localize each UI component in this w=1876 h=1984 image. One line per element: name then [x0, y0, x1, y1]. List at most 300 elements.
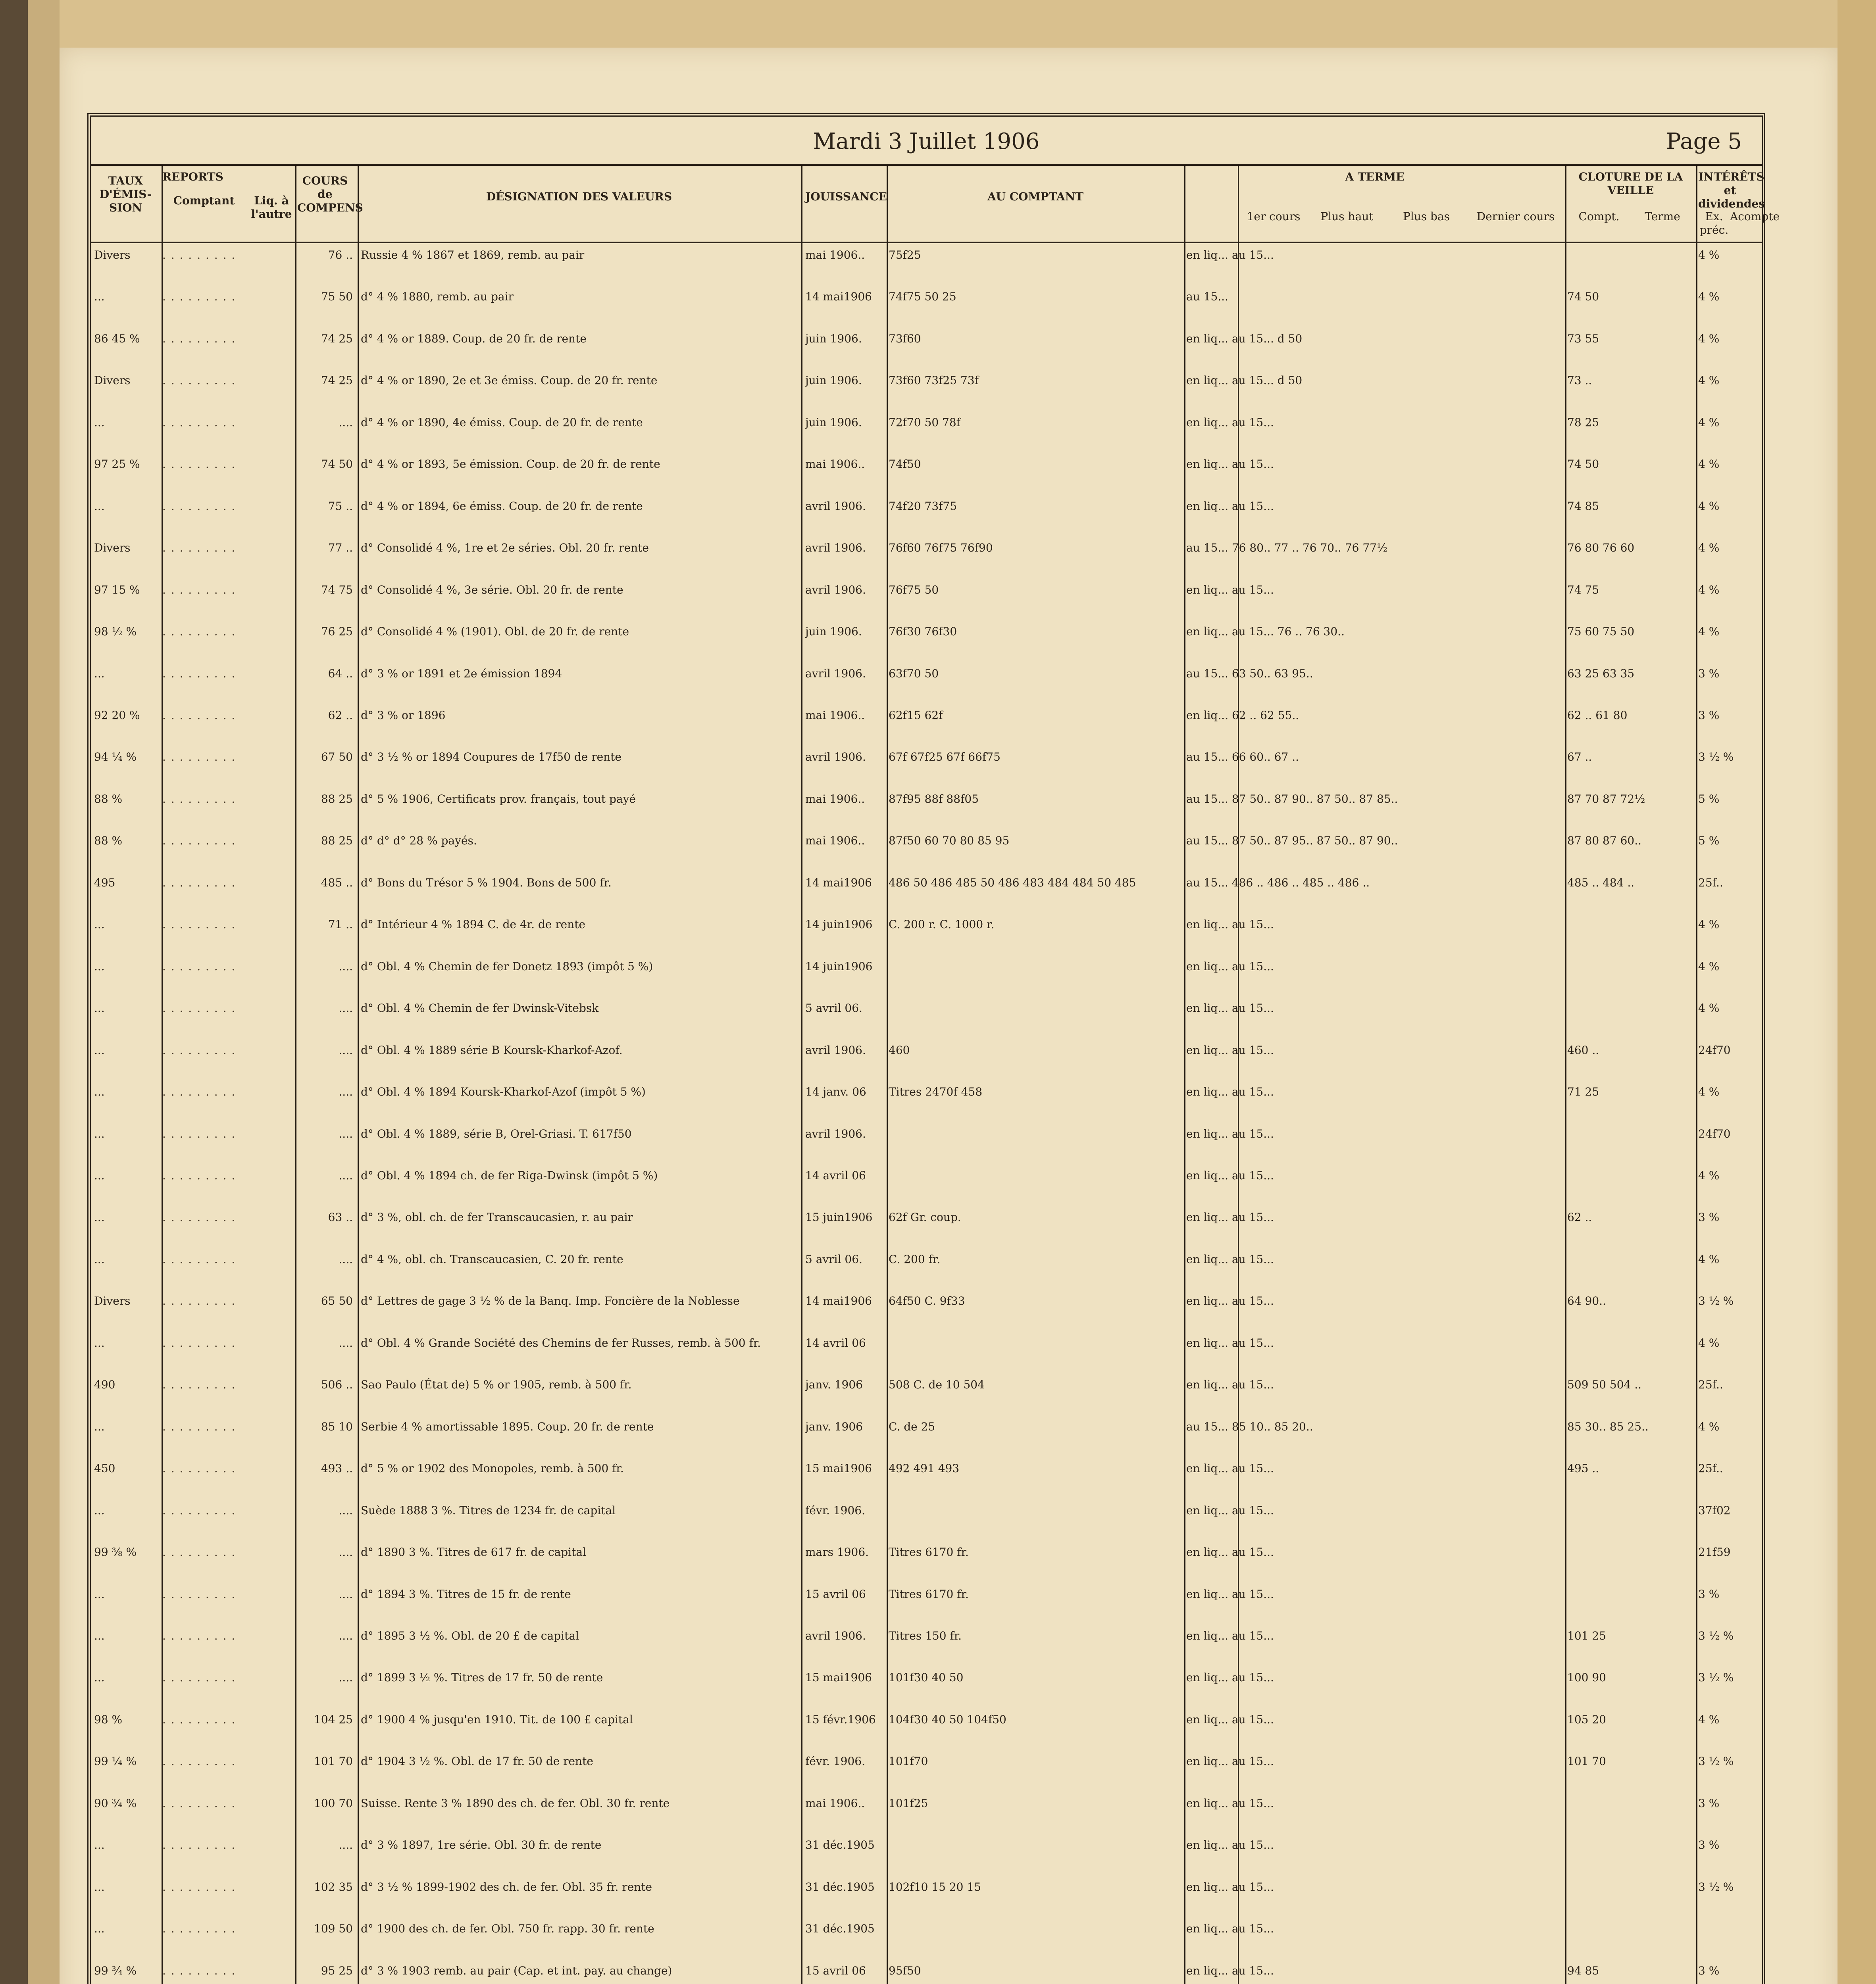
cell-taux: ...	[94, 1587, 105, 1601]
table-row	[91, 997, 1762, 1021]
cell-comp: 73f60	[889, 332, 921, 345]
cell-jouis: févr. 1906.	[805, 1503, 866, 1517]
cell-cours: 493 ..	[321, 1462, 353, 1475]
cell-reports-dots: . . . . . . . . .	[162, 959, 236, 973]
table-row	[91, 1457, 1762, 1482]
cell-reports-dots: . . . . . . . . .	[162, 415, 236, 429]
cell-taux: 450	[94, 1462, 115, 1475]
cell-comp: 67f 67f25 67f 66f75	[889, 750, 1001, 764]
cell-int: 25f..	[1698, 1378, 1723, 1392]
cell-int: 4 %	[1698, 332, 1720, 345]
cell-clot: 495 ..	[1567, 1462, 1599, 1475]
table-row	[91, 1583, 1762, 1607]
cell-reports-dots: . . . . . . . . .	[162, 876, 236, 889]
cell-comp: 63f70 50	[889, 667, 939, 680]
page-number: Page 5	[1666, 129, 1742, 154]
cell-desig: d° Obl. 4 % 1894 Koursk-Kharkof-Azof (impôt 5 %)	[361, 1085, 646, 1099]
cell-comp: C. 200 fr.	[889, 1252, 941, 1266]
col-premier-cours: 1er cours	[1247, 210, 1301, 223]
cell-reports-dots: . . . . . . . . .	[162, 1294, 236, 1308]
cell-jouis: 5 avril 06.	[805, 1252, 862, 1266]
cell-reports-dots: . . . . . . . . .	[162, 918, 236, 931]
cell-int: 4 %	[1698, 918, 1720, 931]
cell-terme: en liq... 62 .. 62 55..	[1186, 709, 1299, 722]
cell-jouis: 14 mai1906	[805, 1294, 872, 1308]
cell-reports-dots: . . . . . . . . .	[162, 1169, 236, 1182]
table-row	[91, 1332, 1762, 1356]
table-row	[91, 1666, 1762, 1691]
cell-reports-dots: . . . . . . . . .	[162, 1880, 236, 1894]
cell-int: 3 ½ %	[1698, 1671, 1734, 1684]
cell-comp: 101f30 40 50	[889, 1671, 964, 1684]
cell-clot: 75 60 75 50	[1567, 625, 1635, 638]
cell-int: 3 ½ %	[1698, 1294, 1734, 1308]
cell-cours: ....	[339, 1671, 353, 1684]
col-interets: INTÉRÊTS et dividendes	[1698, 170, 1765, 210]
cell-terme: au 15... 63 50.. 63 95..	[1186, 667, 1313, 680]
table-row	[91, 1373, 1762, 1398]
col-reports: REPORTS	[162, 170, 223, 183]
cell-terme: au 15...	[1186, 290, 1228, 304]
cell-terme: en liq... au 15...	[1186, 1127, 1274, 1140]
cell-desig: d° 3 % 1897, 1re série. Obl. 30 fr. de rente	[361, 1838, 602, 1852]
cell-taux: ...	[94, 1169, 105, 1182]
cell-cours: 109 50	[314, 1922, 353, 1936]
cell-jouis: 14 juin1906	[805, 918, 873, 931]
table-row	[91, 1708, 1762, 1733]
cell-terme: en liq... au 15...	[1186, 1796, 1274, 1810]
cell-cours: 88 25	[321, 834, 353, 848]
cell-int: 4 %	[1698, 499, 1720, 513]
cell-taux: ...	[94, 1420, 105, 1433]
cell-taux: 88 %	[94, 834, 123, 848]
cell-taux: 99 ¼ %	[94, 1755, 137, 1768]
cell-comp: 72f70 50 78f	[889, 415, 961, 429]
cell-terme: en liq... au 15...	[1186, 248, 1274, 261]
cell-jouis: avril 1906.	[805, 1043, 866, 1057]
cell-taux: Divers	[94, 541, 131, 555]
cell-cours: 104 25	[314, 1713, 353, 1726]
cell-int: 3 %	[1698, 1838, 1720, 1852]
cell-comp: 460	[889, 1043, 910, 1057]
cell-desig: d° Consolidé 4 %, 3e série. Obl. 20 fr. de rente	[361, 583, 623, 596]
cell-jouis: févr. 1906.	[805, 1755, 866, 1768]
cell-terme: en liq... au 15...	[1186, 1546, 1274, 1559]
cell-reports-dots: . . . . . . . . .	[162, 1964, 236, 1977]
cell-reports-dots: . . . . . . . . .	[162, 1796, 236, 1810]
col-cloture: CLOTURE DE LA VEILLE	[1578, 170, 1683, 197]
cell-terme: en liq... au 15...	[1186, 458, 1274, 471]
cell-reports-dots: . . . . . . . . .	[162, 290, 236, 304]
cell-clot: 78 25	[1567, 415, 1599, 429]
cell-int: 4 %	[1698, 1169, 1720, 1182]
cell-reports-dots: . . . . . . . . .	[162, 1336, 236, 1350]
cell-terme: en liq... au 15...	[1186, 583, 1274, 596]
cell-comp: C. de 25	[889, 1420, 935, 1433]
cell-taux: ...	[94, 1043, 105, 1057]
cell-terme: en liq... au 15... 76 .. 76 30..	[1186, 625, 1345, 638]
table-row	[91, 1123, 1762, 1147]
cell-jouis: mai 1906..	[805, 709, 865, 722]
cell-terme: au 15... 66 60.. 67 ..	[1186, 750, 1299, 764]
cell-jouis: janv. 1906	[805, 1420, 863, 1433]
cell-jouis: mai 1906..	[805, 248, 865, 261]
cell-int: 4 %	[1698, 1420, 1720, 1433]
cell-terme: en liq... au 15...	[1186, 1671, 1274, 1684]
table-row	[91, 913, 1762, 938]
cell-terme: en liq... au 15... d 50	[1186, 374, 1303, 387]
cell-comp: Titres 2470f 458	[889, 1085, 983, 1099]
cell-comp: 73f60 73f25 73f	[889, 374, 979, 387]
cell-cours: 74 25	[321, 332, 353, 345]
cell-desig: d° Obl. 4 % Grande Société des Chemins de fer Russes, remb. à 500 fr.	[361, 1336, 761, 1350]
cell-clot: 101 25	[1567, 1629, 1606, 1642]
cell-jouis: 14 mai1906	[805, 290, 872, 304]
cell-reports-dots: . . . . . . . . .	[162, 499, 236, 513]
cell-int: 4 %	[1698, 959, 1720, 973]
cell-reports-dots: . . . . . . . . .	[162, 1043, 236, 1057]
table-row	[91, 1917, 1762, 1942]
cell-cours: 102 35	[314, 1880, 353, 1894]
cell-reports-dots: . . . . . . . . .	[162, 750, 236, 764]
col-dernier-cours: Dernier cours	[1476, 210, 1555, 223]
cell-taux: ...	[94, 918, 105, 931]
cell-reports-dots: . . . . . . . . .	[162, 625, 236, 638]
cell-reports-dots: . . . . . . . . .	[162, 834, 236, 848]
cell-cours: ....	[339, 1085, 353, 1099]
cell-comp: 64f50 C. 9f33	[889, 1294, 965, 1308]
cell-cours: 63 ..	[328, 1211, 353, 1224]
cell-clot: 87 70 87 72½	[1567, 792, 1645, 806]
cell-jouis: avril 1906.	[805, 1629, 866, 1642]
cell-int: 25f..	[1698, 876, 1723, 889]
cell-reports-dots: . . . . . . . . .	[162, 1546, 236, 1559]
cell-clot: 460 ..	[1567, 1043, 1599, 1057]
cell-int: 4 %	[1698, 1002, 1720, 1015]
cell-comp: 76f30 76f30	[889, 625, 957, 638]
cell-comp: 74f20 73f75	[889, 499, 957, 513]
cell-terme: en liq... au 15...	[1186, 1713, 1274, 1726]
cell-int: 4 %	[1698, 583, 1720, 596]
cell-desig: d° 3 ½ % or 1894 Coupures de 17f50 de rente	[361, 750, 622, 764]
col-liq: Liq. à l'autre	[251, 194, 292, 221]
cell-cours: ....	[339, 1503, 353, 1517]
cell-int: 4 %	[1698, 625, 1720, 638]
cell-jouis: 14 avril 06	[805, 1336, 866, 1350]
cell-taux: ...	[94, 667, 105, 680]
table-row	[91, 244, 1762, 268]
cell-cours: 74 75	[321, 583, 353, 596]
cell-reports-dots: . . . . . . . . .	[162, 1002, 236, 1015]
cell-clot: 74 50	[1567, 458, 1599, 471]
cell-desig: d° 4 % or 1890, 4e émiss. Coup. de 20 fr. de rente	[361, 415, 643, 429]
table-row	[91, 871, 1762, 896]
cell-terme: au 15... 87 50.. 87 90.. 87 50.. 87 85..	[1186, 792, 1398, 806]
cell-jouis: avril 1906.	[805, 541, 866, 555]
cell-desig: d° 4 % or 1894, 6e émiss. Coup. de 20 fr. de rente	[361, 499, 643, 513]
cell-terme: en liq... au 15...	[1186, 1085, 1274, 1099]
cell-cours: ....	[339, 1587, 353, 1601]
table-row	[91, 788, 1762, 812]
table-row	[91, 411, 1762, 436]
cell-terme: au 15... 76 80.. 77 .. 76 70.. 76 77½	[1186, 541, 1388, 555]
cell-taux: ...	[94, 415, 105, 429]
cell-reports-dots: . . . . . . . . .	[162, 1127, 236, 1140]
cell-reports-dots: . . . . . . . . .	[162, 667, 236, 680]
cell-comp: 101f25	[889, 1796, 928, 1810]
cell-taux: ...	[94, 1922, 105, 1936]
cell-clot: 485 .. 484 ..	[1567, 876, 1635, 889]
cell-reports-dots: . . . . . . . . .	[162, 1462, 236, 1475]
cell-terme: en liq... au 15...	[1186, 499, 1274, 513]
cell-reports-dots: . . . . . . . . .	[162, 1587, 236, 1601]
cell-taux: ...	[94, 1127, 105, 1140]
cell-reports-dots: . . . . . . . . .	[162, 1671, 236, 1684]
cell-clot: 74 75	[1567, 583, 1599, 596]
cell-desig: d° 4 % 1880, remb. au pair	[361, 290, 514, 304]
cell-int: 4 %	[1698, 290, 1720, 304]
col-terme: Terme	[1645, 210, 1680, 223]
cell-desig: d° Obl. 4 % 1889, série B, Orel-Griasi. T. 617f50	[361, 1127, 632, 1140]
cell-reports-dots: . . . . . . . . .	[162, 1713, 236, 1726]
cell-cours: 485 ..	[321, 876, 353, 889]
cell-int: 4 %	[1698, 1252, 1720, 1266]
cell-int: 4 %	[1698, 374, 1720, 387]
cell-cours: ....	[339, 1838, 353, 1852]
cell-terme: en liq... au 15...	[1186, 1922, 1274, 1936]
col-ex-prec: Ex. préc.	[1699, 210, 1729, 236]
cell-desig: d° 4 %, obl. ch. Transcaucasien, C. 20 fr. rente	[361, 1252, 623, 1266]
cell-clot: 64 90..	[1567, 1294, 1606, 1308]
cell-taux: ...	[94, 1211, 105, 1224]
column-headers	[91, 166, 1780, 243]
cell-desig: Suisse. Rente 3 % 1890 des ch. de fer. Obl. 30 fr. rente	[361, 1796, 670, 1810]
cell-taux: ...	[94, 1503, 105, 1517]
cell-taux: 92 20 %	[94, 709, 140, 722]
table-row	[91, 1080, 1762, 1105]
table-row	[91, 746, 1762, 770]
cell-jouis: 15 avril 06	[805, 1587, 866, 1601]
cell-cours: 76 ..	[328, 248, 353, 261]
cell-terme: en liq... au 15...	[1186, 415, 1274, 429]
cell-taux: 98 %	[94, 1713, 123, 1726]
cell-desig: d° 3 % 1903 remb. au pair (Cap. et int. pay. au change)	[361, 1964, 672, 1977]
cell-desig: Sao Paulo (État de) 5 % or 1905, remb. à 500 fr.	[361, 1378, 632, 1392]
cell-comp: Titres 150 fr.	[889, 1629, 962, 1642]
cell-int: 24f70	[1698, 1043, 1731, 1057]
cell-clot: 101 70	[1567, 1755, 1606, 1768]
cell-cours: 67 50	[321, 750, 353, 764]
cell-terme: au 15... 486 .. 486 .. 485 .. 486 ..	[1186, 876, 1370, 889]
cell-comp: 74f75 50 25	[889, 290, 956, 304]
cell-terme: en liq... au 15...	[1186, 1880, 1274, 1894]
cell-jouis: 15 mai1906	[805, 1671, 872, 1684]
cell-taux: 495	[94, 876, 115, 889]
cell-jouis: juin 1906.	[805, 332, 862, 345]
table-row	[91, 829, 1762, 854]
cell-clot: 76 80 76 60	[1567, 541, 1635, 555]
cell-int: 37f02	[1698, 1503, 1731, 1517]
cell-reports-dots: . . . . . . . . .	[162, 541, 236, 555]
quotation-rows	[91, 244, 1762, 1984]
cell-int: 5 %	[1698, 834, 1720, 848]
cell-desig: Serbie 4 % amortissable 1895. Coup. 20 fr. de rente	[361, 1420, 654, 1433]
cell-desig: d° 1890 3 %. Titres de 617 fr. de capital	[361, 1546, 586, 1559]
col-comptant: Comptant	[173, 194, 235, 207]
cell-terme: en liq... au 15... d 50	[1186, 332, 1303, 345]
cell-int: 3 ½ %	[1698, 1755, 1734, 1768]
cell-cours: 76 25	[321, 625, 353, 638]
cell-comp: 95f50	[889, 1964, 921, 1977]
cell-terme: en liq... au 15...	[1186, 1587, 1274, 1601]
cell-desig: d° Lettres de gage 3 ½ % de la Banq. Imp. Foncière de la Noblesse	[361, 1294, 740, 1308]
col-au-comptant: AU COMPTANT	[987, 190, 1084, 203]
cell-jouis: mars 1906.	[805, 1546, 869, 1559]
cell-clot: 94 85	[1567, 1964, 1599, 1977]
adjacent-page-edge	[28, 0, 60, 1984]
cell-taux: ...	[94, 1629, 105, 1642]
cell-int: 4 %	[1698, 1713, 1720, 1726]
cell-comp: 76f75 50	[889, 583, 939, 596]
cell-terme: en liq... au 15...	[1186, 1294, 1274, 1308]
table-row	[91, 495, 1762, 519]
cell-comp: C. 200 r. C. 1000 r.	[889, 918, 995, 931]
cell-cours: ....	[339, 1127, 353, 1140]
cell-cours: 75 ..	[328, 499, 353, 513]
cell-reports-dots: . . . . . . . . .	[162, 374, 236, 387]
cell-jouis: 15 févr.1906	[805, 1713, 876, 1726]
cell-taux: ...	[94, 1838, 105, 1852]
cell-jouis: juin 1906.	[805, 374, 862, 387]
col-plus-bas: Plus bas	[1403, 210, 1450, 223]
cell-reports-dots: . . . . . . . . .	[162, 1838, 236, 1852]
cell-reports-dots: . . . . . . . . .	[162, 1503, 236, 1517]
cell-reports-dots: . . . . . . . . .	[162, 1922, 236, 1936]
cell-clot: 62 .. 61 80	[1567, 709, 1628, 722]
col-plus-haut: Plus haut	[1320, 210, 1374, 223]
page-header	[91, 117, 1762, 166]
cell-taux: 86 45 %	[94, 332, 140, 345]
cell-desig: d° 3 ½ % 1899-1902 des ch. de fer. Obl. 35 fr. rente	[361, 1880, 652, 1894]
cell-int: 4 %	[1698, 1085, 1720, 1099]
cell-comp: 74f50	[889, 458, 921, 471]
cell-desig: d° 3 %, obl. ch. de fer Transcaucasien, r. au pair	[361, 1211, 633, 1224]
cell-comp: 76f60 76f75 76f90	[889, 541, 993, 555]
cell-terme: en liq... au 15...	[1186, 1629, 1274, 1642]
cell-taux: 90 ¾ %	[94, 1796, 137, 1810]
col-a-terme: A TERME	[1345, 170, 1405, 183]
cell-cours: 74 50	[321, 458, 353, 471]
cell-terme: en liq... au 15...	[1186, 1838, 1274, 1852]
cell-desig: d° 3 % or 1896	[361, 709, 446, 722]
table-row	[91, 704, 1762, 729]
cell-terme: en liq... au 15...	[1186, 1252, 1274, 1266]
table-row	[91, 1164, 1762, 1189]
cell-terme: en liq... au 15...	[1186, 1755, 1274, 1768]
cell-terme: en liq... au 15...	[1186, 918, 1274, 931]
cell-desig: d° 1895 3 ½ %. Obl. de 20 £ de capital	[361, 1629, 579, 1642]
cell-int: 3 ½ %	[1698, 1880, 1734, 1894]
cell-int: 4 %	[1698, 1336, 1720, 1350]
cell-jouis: 31 déc.1905	[805, 1838, 875, 1852]
cell-jouis: 15 juin1906	[805, 1211, 873, 1224]
cell-terme: en liq... au 15...	[1186, 1211, 1274, 1224]
cell-int: 4 %	[1698, 248, 1720, 261]
table-row	[91, 369, 1762, 394]
cell-reports-dots: . . . . . . . . .	[162, 1211, 236, 1224]
cell-desig: d° Intérieur 4 % 1894 C. de 4r. de rente	[361, 918, 586, 931]
cell-cours: 64 ..	[328, 667, 353, 680]
col-compt: Compt.	[1578, 210, 1620, 223]
cell-taux: 88 %	[94, 792, 123, 806]
col-cours: COURS de COMPENS	[297, 174, 363, 214]
cell-jouis: 14 avril 06	[805, 1169, 866, 1182]
table-row	[91, 1039, 1762, 1063]
cell-jouis: 15 avril 06	[805, 1964, 866, 1977]
table-row	[91, 1876, 1762, 1900]
cell-cours: 85 10	[321, 1420, 353, 1433]
cell-int: 3 %	[1698, 709, 1720, 722]
cell-jouis: avril 1906.	[805, 583, 866, 596]
cell-taux: 97 25 %	[94, 458, 140, 471]
cell-desig: d° Consolidé 4 % (1901). Obl. de 20 fr. de rente	[361, 625, 629, 638]
cell-cours: 100 70	[314, 1796, 353, 1810]
cell-comp: 492 491 493	[889, 1462, 960, 1475]
cell-int: 3 %	[1698, 1796, 1720, 1810]
cell-jouis: mai 1906..	[805, 834, 865, 848]
cell-clot: 71 25	[1567, 1085, 1599, 1099]
cell-cours: ....	[339, 1169, 353, 1182]
cell-jouis: 14 janv. 06	[805, 1085, 866, 1099]
cell-cours: 75 50	[321, 290, 353, 304]
cell-desig: d° 5 % or 1902 des Monopoles, remb. à 500 fr.	[361, 1462, 624, 1475]
cell-comp: 101f70	[889, 1755, 928, 1768]
cell-desig: d° Obl. 4 % 1894 ch. de fer Riga-Dwinsk (impôt 5 %)	[361, 1169, 658, 1182]
cell-desig: d° Obl. 4 % Chemin de fer Dwinsk-Vitebsk	[361, 1002, 599, 1015]
cell-terme: en liq... au 15...	[1186, 1503, 1274, 1517]
cell-int: 3 %	[1698, 1211, 1720, 1224]
cell-taux: 490	[94, 1378, 115, 1392]
cell-int: 4 %	[1698, 458, 1720, 471]
cell-jouis: 31 déc.1905	[805, 1880, 875, 1894]
cell-reports-dots: . . . . . . . . .	[162, 583, 236, 596]
cell-desig: d° Obl. 4 % Chemin de fer Donetz 1893 (impôt 5 %)	[361, 959, 653, 973]
cell-terme: en liq... au 15...	[1186, 1169, 1274, 1182]
cell-comp: 508 C. de 10 504	[889, 1378, 985, 1392]
cell-int: 3 ½ %	[1698, 750, 1734, 764]
cell-clot: 509 50 504 ..	[1567, 1378, 1642, 1392]
cell-jouis: avril 1906.	[805, 499, 866, 513]
cell-clot: 85 30.. 85 25..	[1567, 1420, 1649, 1433]
col-acompte: Acompte	[1730, 210, 1780, 223]
col-jouissance: JOUISSANCE	[805, 190, 887, 203]
table-row	[91, 1834, 1762, 1858]
cell-int: 25f..	[1698, 1462, 1723, 1475]
table-row	[91, 1541, 1762, 1565]
cell-reports-dots: . . . . . . . . .	[162, 792, 236, 806]
cell-jouis: janv. 1906	[805, 1378, 863, 1392]
cell-cours: ....	[339, 1043, 353, 1057]
cell-cours: 74 25	[321, 374, 353, 387]
cell-desig: Suède 1888 3 %. Titres de 1234 fr. de capital	[361, 1503, 616, 1517]
cell-clot: 63 25 63 35	[1567, 667, 1635, 680]
table-row	[91, 1206, 1762, 1230]
cell-reports-dots: . . . . . . . . .	[162, 458, 236, 471]
cell-cours: ....	[339, 1002, 353, 1015]
cell-clot: 62 ..	[1567, 1211, 1592, 1224]
cell-desig: d° 4 % or 1889. Coup. de 20 fr. de rente	[361, 332, 587, 345]
cell-cours: 101 70	[314, 1755, 353, 1768]
